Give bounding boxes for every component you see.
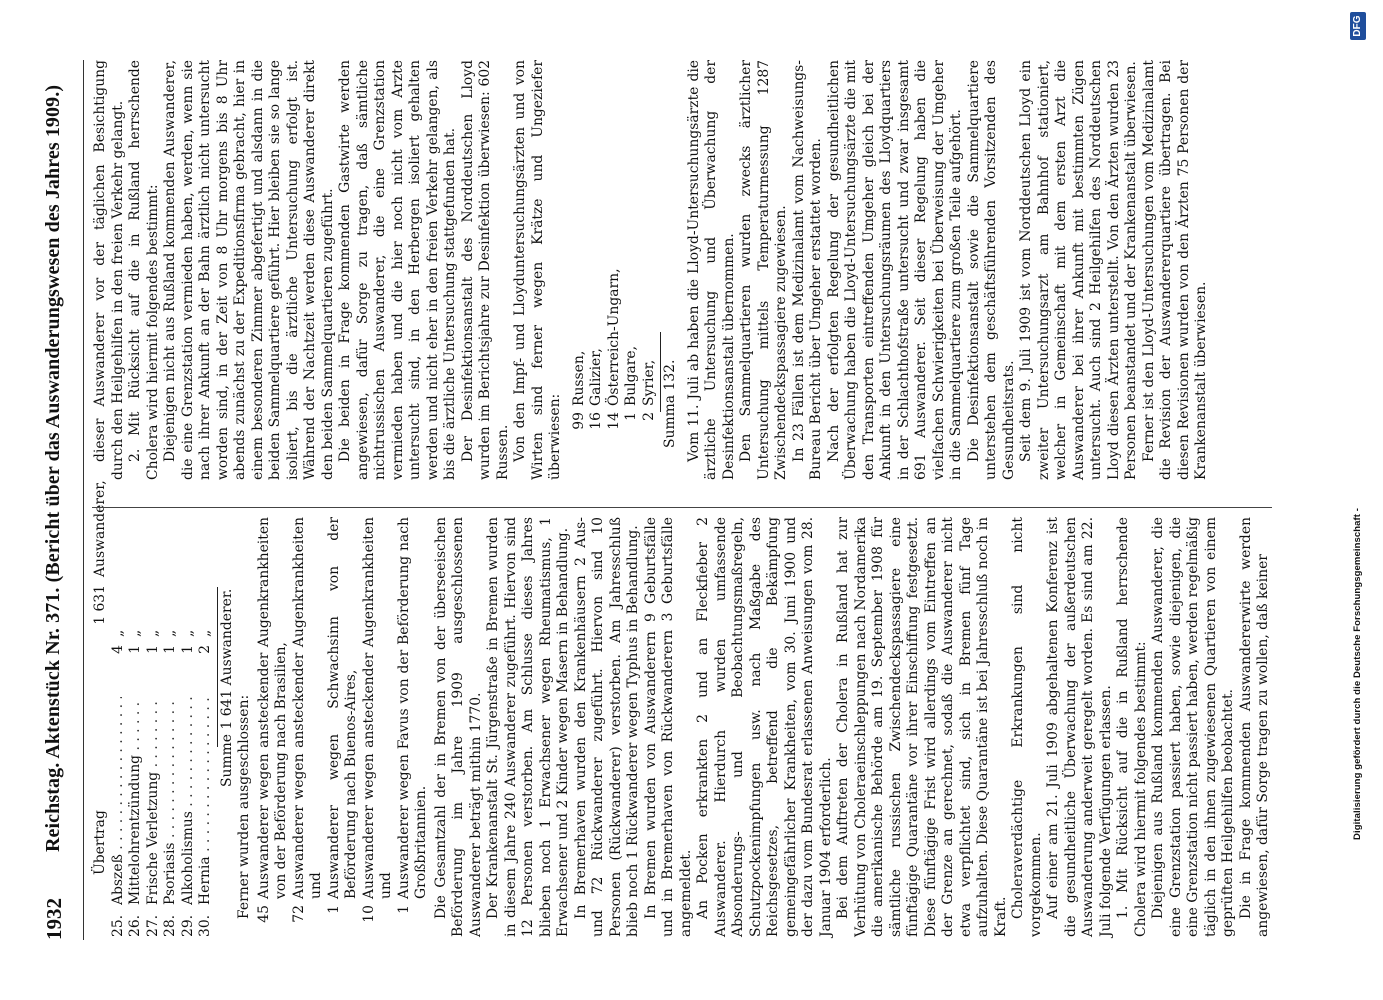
paragraph: An Pocken erkrankten 2 und an Fleckfieber 2 Auswanderer. Hierdurch wurden umfassende Absonderungs- und Beobachtungsmaßregeln, Schutzpockenimpfungen usw. nach Maßgabe des Reichsgesetzes, betreffend die Bekämpfung gemeingefährlicher Krankheiten, vom 30. Juni 1900 und der dazu vom Bundesrat erlassenen Anweisungen vom 28. Januar 1904 erforderlich. bbox=[695, 517, 834, 937]
excluded-count: 1 bbox=[395, 905, 412, 914]
carry-over-label: Übertrag bbox=[92, 810, 108, 875]
item-number: 27. bbox=[144, 914, 161, 937]
excluded-item bbox=[396, 517, 431, 937]
paragraph: Der Krankenanstalt St. Jürgenstraße in Bremen wurden in diesem Jahre 240 Auswanderer zugeführt. Hiervon sind 12 Personen verstorben. Am Schlusse dieses Jahres blieben noch 1 Erwachsener wegen Rheumatismus, 1 Erwachsener und 2 Kinder wegen Masern in Behandlung. bbox=[485, 517, 571, 937]
excluded-text: Auswanderer wegen ansteckender Augenkrankheiten und bbox=[290, 517, 324, 899]
paragraph: Von den Impf- und Lloyduntersuchungsärzten und von Wirten sind ferner wegen Krätze und Ungeziefer überwiesen: bbox=[512, 60, 563, 480]
list-item bbox=[145, 517, 163, 937]
item-unit: „ bbox=[197, 629, 213, 637]
paragraph: Choleraverdächtige Erkrankungen sind nicht vorgekommen. bbox=[1010, 517, 1044, 937]
paragraph: 1. Mit Rücksicht auf die in Rußland herrschende Cholera wird hiermit folgendes bestimmt: bbox=[1115, 517, 1149, 937]
paragraph: 2. Mit Rücksicht auf die in Rußland herrschende Cholera wird hiermit folgendes bestimmt: bbox=[127, 60, 161, 480]
excluded-item bbox=[326, 517, 361, 937]
paragraph: Nach der erfolgten Regelung der gesundheitlichen Überwachung haben die Lloyd-Untersuchungsärzte die mit den Transporten eintreffenden Umgeher gleich bei der Ankunft in den Untersuchungsräumen des Lloydquartiers in der Schlachthofstraße untersucht und zwar insgesamt 691 Auswanderer. Seit dieser Regelung haben die vielfachen Schwierigkeiten bei Überweisung der Umgeher in die Sammelquartiere zum großen Teile aufgehört. bbox=[825, 60, 964, 480]
item-label: Hernia . . . bbox=[197, 697, 215, 905]
item-value: 1 bbox=[144, 645, 161, 654]
excluded-text: Auswanderer wegen Schwachsinn von der Beförderung nach Buenos-Aires, bbox=[325, 517, 359, 899]
item-unit: „ bbox=[109, 629, 126, 637]
item-number: 26. bbox=[127, 914, 143, 937]
paragraph: Die beiden in Frage kommenden Gastwirte werden angewiesen, dafür Sorge zu tragen, daß sämtliche nichtrussischen Auswanderer, die eine Grenzstation vermieden haben und die hier noch nicht vom Arzte untersucht sind, in den Herbergen isoliert gehalten werden und nicht eher in den freien Verkehr gelangen, als bis die ärztliche Untersuchung stattgefunden hat. bbox=[337, 60, 458, 480]
left-paragraphs bbox=[433, 517, 1273, 937]
item-unit: „ bbox=[162, 629, 178, 637]
item-number: 25. bbox=[109, 914, 126, 937]
page-number: 1932 bbox=[42, 898, 66, 940]
item-unit: „ bbox=[144, 629, 161, 637]
item-number: 29. bbox=[179, 914, 196, 937]
carry-over-unit: Auswanderer, bbox=[92, 480, 108, 577]
nationality-count: 1 bbox=[623, 412, 639, 421]
list-item bbox=[110, 517, 128, 937]
carry-over-row bbox=[92, 480, 110, 937]
header-rule bbox=[83, 60, 84, 940]
column-divider bbox=[92, 507, 1272, 508]
nationality-row bbox=[588, 60, 606, 440]
paragraph: Bei dem Auftreten der Cholera in Rußland hat zur Verhütung von Choleraeinschleppungen nach Nordamerika die amerikanische Behörde am 19. September 1908 für sämtliche russischen Zwischendeckspassagiere eine fünftägige Quarantäne vor ihrer Einschiffung festgesetzt. Diese fünftägige Frist wird allerdings vom Eintreffen an der Grenze an gerechnet, sodaß die Auswanderer nicht etwa verpflichtet sind, sich in Bremen fünf Tage aufzuhalten. Diese Quarantäne ist bei Jahresschluß noch in Kraft. bbox=[835, 517, 1009, 937]
right-column bbox=[92, 60, 1211, 480]
item-unit: „ bbox=[127, 629, 143, 637]
nationality-name: Russen, bbox=[570, 350, 587, 406]
digitization-note: Digitalisierung gefördert durch die Deutsche Forschungsgemeinschaft - bbox=[1352, 507, 1363, 840]
diagnosis-list bbox=[110, 517, 215, 937]
item-number: 30. bbox=[197, 914, 213, 937]
paragraph: In 23 Fällen ist dem Medizinalamt vom Nachweisungs-Bureau Bericht über Umgeher erstattet worden. bbox=[790, 60, 824, 480]
paragraph: Diejenigen aus Rußland kommenden Auswanderer, die eine Grenzstation passiert haben, sowie diejenigen, die eine Grenzstation nicht passiert haben, werden regelmäßig täglich in den ihnen zugewiesenen Quartieren von einem geprüften Heilgehilfen beobachtet. bbox=[1150, 517, 1236, 937]
left-column bbox=[92, 480, 1273, 937]
page-title: Reichstag. Aktenstück Nr. 371. (Bericht über das Auswanderungswesen des Jahres 1909.) bbox=[42, 84, 64, 852]
list-item bbox=[180, 517, 198, 937]
excluded-list bbox=[256, 517, 431, 937]
nationality-row bbox=[641, 60, 659, 440]
excluded-item bbox=[291, 517, 326, 937]
paragraph: Den Sammelquartieren wurden zwecks ärztlicher Untersuchung mittels Temperaturmessung 1287 Zwischendeckspassagiere zugewiesen. bbox=[738, 60, 789, 480]
dfg-logo: DFG bbox=[1350, 12, 1366, 40]
paragraph: Der Desinfektionsanstalt des Norddeutschen Lloyd wurden im Berichtsjahre zur Desinfektion überwiesen: 602 Russen. bbox=[459, 60, 511, 480]
excluded-text: Auswanderer wegen Favus von der Beförderung nach Großbritannien. bbox=[395, 517, 429, 899]
right-paragraphs-a bbox=[92, 60, 565, 480]
paragraph: dieser Auswanderer vor der täglichen Besichtigung durch den Heilgehilfen in den freien Verkehr gelangt. bbox=[92, 60, 126, 480]
nationality-count: 99 bbox=[570, 412, 587, 430]
item-value: 1 bbox=[162, 645, 178, 654]
carry-over-value: 1 631 bbox=[92, 585, 108, 625]
item-label: Alkoholismus . . . bbox=[180, 697, 198, 905]
item-label: Abszeß . . . bbox=[110, 697, 128, 905]
nationality-list bbox=[571, 60, 659, 480]
list-item bbox=[127, 517, 145, 937]
item-label: Mittelohrentzündung . . . bbox=[127, 697, 145, 905]
excluded-count: 72 bbox=[290, 905, 307, 923]
nationality-count: 14 bbox=[605, 412, 622, 430]
excluded-count: 1 bbox=[325, 905, 342, 914]
paragraph: Ferner ist den Lloyd-Untersuchungen vom Medizinalamt die Revision der Auswandererquartiere übertragen. Bei diesen Revisionen wurden von den Ärzten 75 Personen der Krankenanstalt überwiesen. bbox=[1140, 60, 1209, 480]
excluded-count: 45 bbox=[255, 905, 272, 923]
nationality-name: Österreich-Ungarn, bbox=[605, 268, 622, 406]
paragraph: Vom 11. Juli ab haben die Lloyd-Untersuchungsärzte die ärztliche Untersuchung und Überwachung der Desinfektionsanstalt übernommen. bbox=[685, 60, 737, 480]
item-value: 1 bbox=[179, 645, 196, 654]
list-item bbox=[197, 517, 215, 937]
excluded-item bbox=[361, 517, 396, 937]
nationality-count: 16 bbox=[588, 412, 604, 430]
paragraph: In Bremerhaven wurden den Krankenhäusern 2 Aus- und 72 Rückwanderer zugeführt. Hiervon sind 10 Personen (Rückwanderer) verstorben. Am Jahresschluß blieb noch 1 Rückwanderer wegen Typhus in Behandlung. bbox=[572, 517, 641, 937]
excluded-item bbox=[256, 517, 291, 937]
nationality-count: 2 bbox=[640, 412, 657, 421]
paragraph: Die in Frage kommenden Auswandererwirte werden angewiesen, dafür Sorge tragen zu wollen, daß keiner bbox=[1237, 517, 1271, 937]
excluded-text: Auswanderer wegen ansteckender Augenkrankheiten von der Beförderung nach Brasilien, bbox=[255, 517, 289, 899]
item-number: 28. bbox=[162, 914, 178, 937]
item-value: 1 bbox=[127, 645, 143, 654]
paragraph: Seit dem 9. Juli 1909 ist vom Norddeutschen Lloyd ein zweiter Untersuchungsarzt am Bahnhof stationiert, welcher in Gemeinschaft mit dem ersten Arzt die Auswanderer bei ihrer Ankunft mit bestimmten Zügen untersucht. Auch sind 2 Heilgehilfen des Norddeutschen Lloyd diesen Ärzten unterstellt. Von den Ärzten wurden 23 Personen beanstandet und der Krankenanstalt überwiesen. bbox=[1018, 60, 1139, 480]
paragraph: Die Gesamtzahl der in Bremen von der überseeischen Beförderung im Jahre 1909 ausgeschlossenen Auswanderer beträgt mithin 1770. bbox=[432, 517, 484, 937]
paragraph: Die Desinfektionsanstalt sowie die Sammelquartiere unterstehen dem geschäftsführenden Vorsitzenden des Gesundheitsrats. bbox=[965, 60, 1017, 480]
right-paragraphs-b bbox=[686, 60, 1211, 480]
item-value: 4 bbox=[109, 645, 126, 654]
excluded-intro: Ferner wurden ausgeschlossen: bbox=[236, 694, 252, 919]
paragraph: Auf einer am 21. Juli 1909 abgehaltenen Konferenz ist die gesundheitliche Überwachung der außerdeutschen Auswanderung anderweit geregelt worden. Es sind am 22. Juli folgende Verfügungen erlassen. bbox=[1045, 517, 1114, 937]
paragraph: In Bremen wurden von Auswanderern 9 Geburtsfälle und in Bremerhaven von Rückwanderern 3 Geburtsfälle angemeldet. bbox=[642, 517, 694, 937]
item-unit: „ bbox=[179, 629, 196, 637]
diagnosis-sum: Summe 1 641 Auswanderer. bbox=[218, 588, 235, 787]
nationality-name: Bulgare, bbox=[623, 345, 639, 406]
nationality-row bbox=[606, 60, 624, 440]
nationality-sum: Summa 132. bbox=[662, 359, 678, 448]
item-label: Frische Verletzung . . . bbox=[145, 697, 163, 905]
nationality-name: Syrier, bbox=[640, 359, 657, 406]
item-label: Psoriasis . . . bbox=[162, 697, 180, 905]
sum-rule bbox=[217, 587, 218, 747]
page-header bbox=[36, 60, 76, 940]
nationality-row bbox=[623, 60, 641, 440]
paragraph: Diejenigen nicht aus Rußland kommenden Auswanderer, die eine Grenzstation vermieden haben, werden, wenn sie nach ihrer Ankunft an der Bahn ärztlich nicht untersucht worden sind, in der Zeit von 8 Uhr morgens bis 8 Uhr abends zunächst zu der Expeditionsfirma gebracht, hier in einem besonderen Zimmer abgefertigt und alsdann in die beiden Sammelquartiere geführt. Hier bleiben sie so lange isoliert, bis die ärztliche Untersuchung erfolgt ist. Während der Nachtzeit werden diese Auswanderer direkt den beiden Sammelquartieren zugeführt. bbox=[162, 60, 336, 480]
nationality-name: Galizier, bbox=[588, 348, 604, 406]
list-item bbox=[162, 517, 180, 937]
excluded-text: Auswanderer wegen ansteckender Augenkrankheiten und bbox=[360, 517, 394, 899]
excluded-count: 10 bbox=[360, 905, 377, 923]
nationality-sum-rule bbox=[660, 332, 661, 412]
item-value: 2 bbox=[197, 645, 213, 654]
nationality-row bbox=[571, 60, 589, 440]
